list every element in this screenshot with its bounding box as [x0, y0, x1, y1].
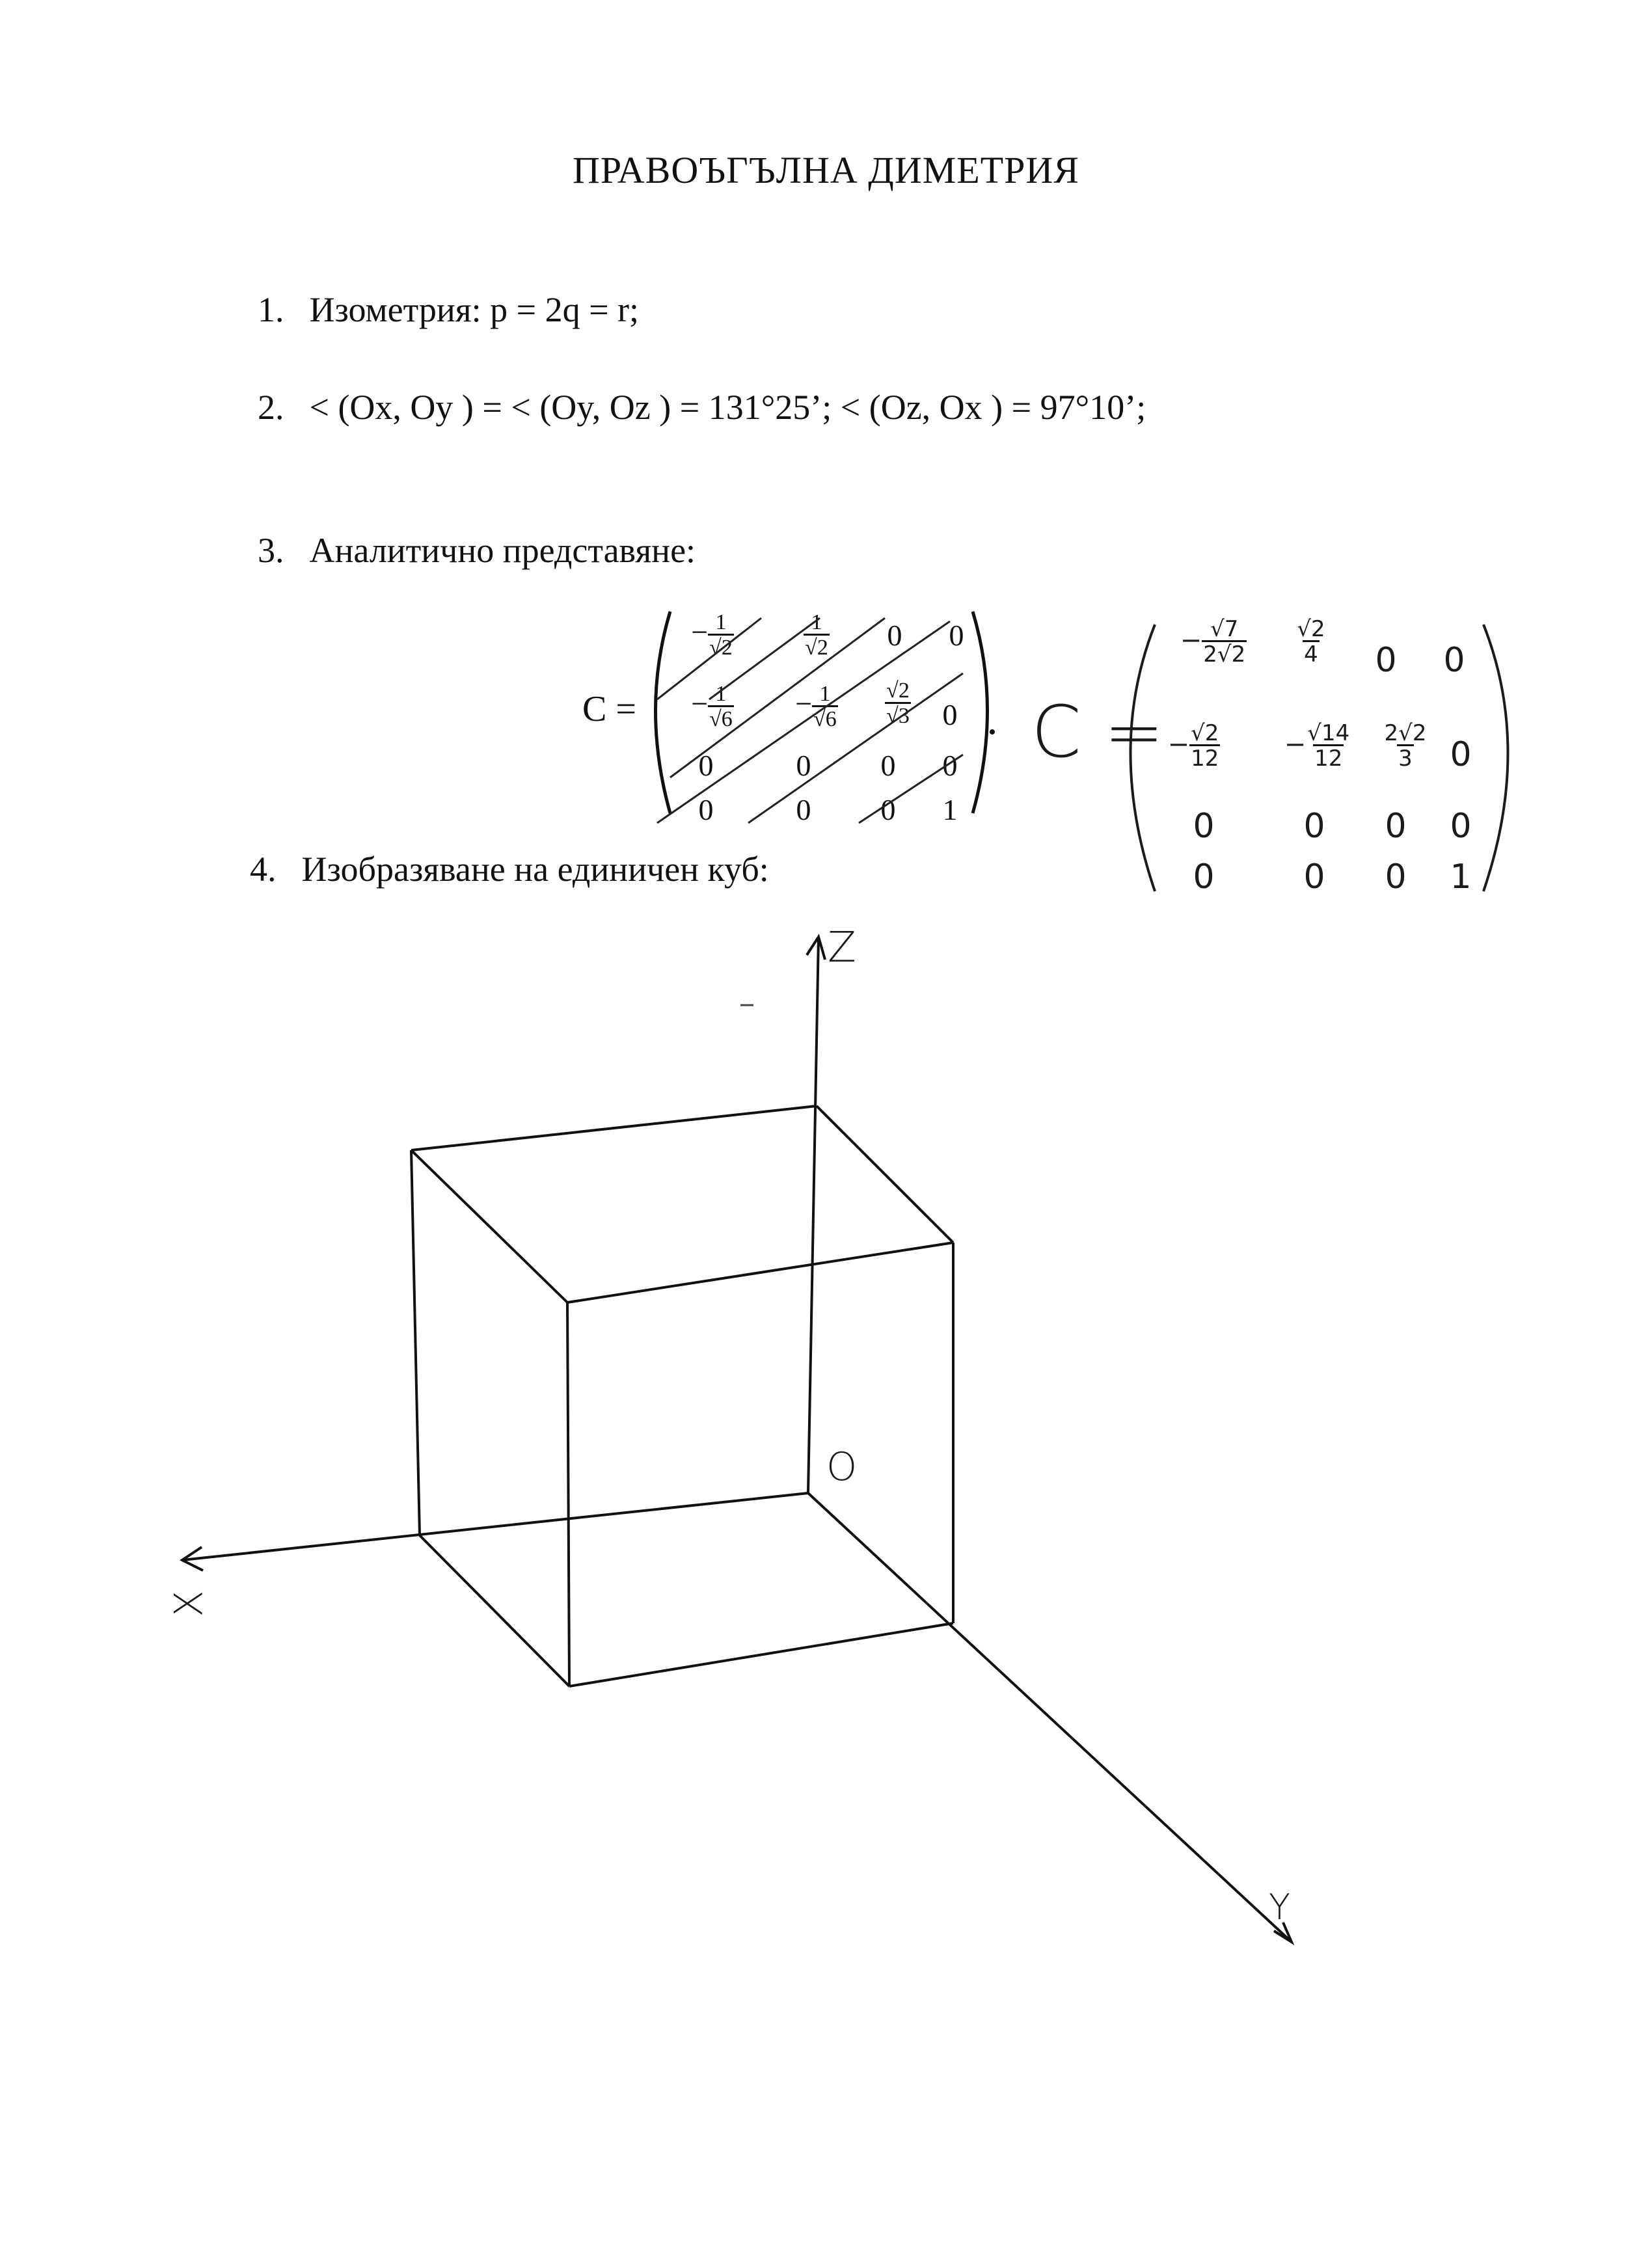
hm-r4c2: 0: [1303, 857, 1325, 896]
pm-r1c2: $\frac{1}{√2}$: [805, 610, 828, 660]
item-2-text: < (Ox, Oy ) = < (Oy, Oz ) = 131°25’; < (Oz, Ox ) = 97°10’;: [309, 388, 1146, 427]
pm-right-paren: [973, 612, 988, 813]
hm-r3c2: 0: [1303, 807, 1325, 846]
hm-r1c1: − $\frac{√7}{2√2}$: [1180, 616, 1246, 667]
axis-y-label: Y: [1269, 1887, 1290, 1928]
unit-cube: [411, 1106, 953, 1686]
item-3-number: 3.: [258, 531, 284, 570]
hm-r4c1: 0: [1193, 857, 1215, 896]
axis-x: [182, 1493, 808, 1560]
pm-r3c3: 0: [880, 749, 896, 782]
pm-r2c1: − $\frac{1}{√6}$: [691, 682, 733, 731]
hm-r2c2: − $\frac{√14}{12}$: [1284, 720, 1350, 772]
hm-r2c1: − $\frac{√2}{12}$: [1167, 720, 1219, 772]
hm-r3c1: 0: [1193, 807, 1215, 846]
pm-strike-lines: [657, 618, 963, 823]
origin-label: O: [826, 1444, 858, 1490]
axis-x-label: X: [166, 1590, 212, 1617]
pm-r4c1: 0: [698, 793, 714, 826]
pm-period: [990, 729, 995, 734]
axis-z-label: Z: [828, 924, 856, 972]
item-4-number: 4.: [250, 850, 277, 889]
pm-r1c3: 0: [887, 619, 902, 652]
page-title: ПРАВОЪГЪЛНА ДИМЕТРИЯ: [573, 149, 1079, 191]
item-1-number: 1.: [258, 290, 284, 329]
hm-r1c3: 0: [1375, 641, 1397, 680]
hm-r1c4: 0: [1443, 641, 1465, 680]
hm-r4c4: 1: [1450, 857, 1472, 896]
pm-r3c2: 0: [796, 749, 811, 782]
hm-r4c3: 0: [1385, 857, 1407, 896]
item-4-text: Изобразяване на единичен куб:: [301, 850, 769, 889]
hm-r3c4: 0: [1450, 807, 1472, 846]
item-1-text: Изометрия: p = 2q = r;: [309, 290, 640, 329]
axis-z-arrow: [807, 937, 825, 960]
axis-z: [808, 937, 819, 1493]
item-2-number: 2.: [258, 388, 284, 427]
pm-r4c4: 1: [942, 793, 958, 826]
pm-r4c3: 0: [880, 793, 896, 826]
hm-left-paren: [1131, 625, 1156, 891]
axes: [182, 937, 1292, 1942]
pm-r1c4: 0: [949, 619, 964, 652]
pm-r2c4: 0: [942, 698, 958, 731]
hm-r2c3: $\frac{2√2}{3}$: [1384, 720, 1427, 772]
pm-r4c2: 0: [796, 793, 811, 826]
hm-right-paren: [1483, 625, 1508, 891]
printed-matrix-label: C =: [582, 689, 636, 729]
pm-r2c2: − $\frac{1}{√6}$: [795, 682, 837, 731]
pm-r3c1: 0: [698, 749, 714, 782]
pm-r3c4: 0: [942, 749, 958, 782]
pm-left-paren: [656, 612, 671, 813]
axis-y: [808, 1493, 1292, 1942]
hm-r1c2: $\frac{√2}{4}$: [1297, 616, 1325, 667]
handwritten-matrix-label: C =: [1031, 690, 1164, 774]
pm-r1c1: − $\frac{1}{√2}$: [691, 610, 733, 660]
hm-r3c3: 0: [1385, 807, 1407, 846]
hm-r2c4: 0: [1450, 735, 1472, 774]
pm-r2c3: $\frac{√2}{√3}$: [886, 679, 910, 728]
item-3-text: Аналитично представяне:: [309, 531, 696, 570]
